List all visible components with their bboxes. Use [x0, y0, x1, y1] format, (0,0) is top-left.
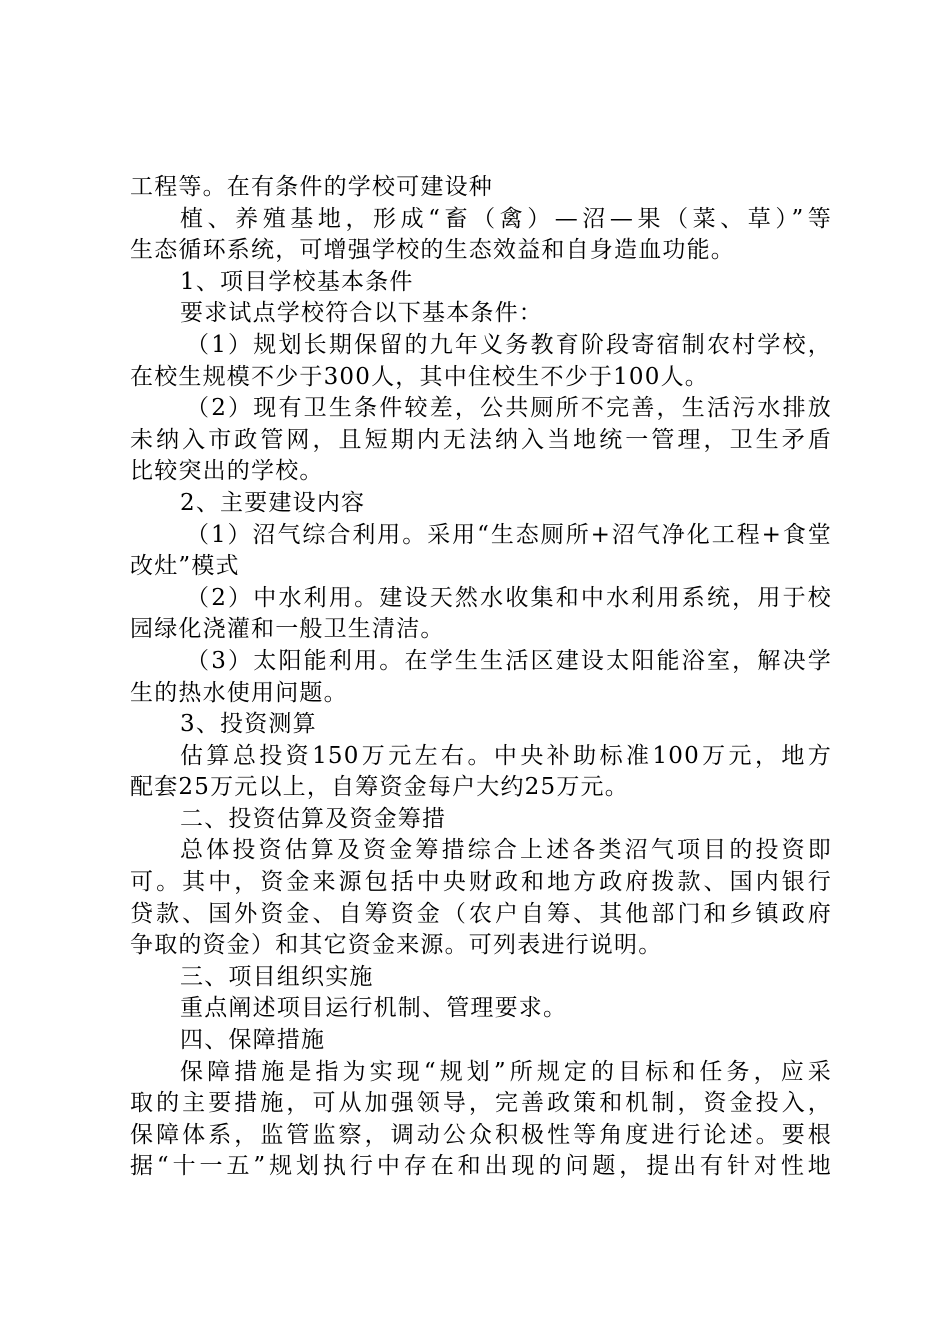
- text-line: 可。其中，资金来源包括中央财政和地方政府拨款、国内银行: [130, 869, 832, 896]
- text-line: 比较突出的学校。: [130, 458, 324, 485]
- text-line: 配套25万元以上，自筹资金每户大约25万元。: [130, 774, 629, 801]
- text-line: 工程等。在有条件的学校可建设种: [130, 174, 493, 200]
- text-line: 2、主要建设内容: [180, 489, 366, 516]
- text-line: 二、投资估算及资金筹措: [180, 805, 447, 832]
- text-line: 争取的资金）和其它资金来源。可列表进行说明。: [130, 932, 663, 959]
- text-line: 估算总投资150万元左右。中央补助标准100万元，地方: [180, 742, 832, 769]
- text-line: 生的热水使用问题。: [130, 679, 348, 706]
- text-line: 重点阐述项目运行机制、管理要求。: [180, 995, 568, 1022]
- text-line: 要求试点学校符合以下基本条件：: [180, 300, 543, 327]
- text-line: （1）规划长期保留的九年义务教育阶段寄宿制农村学校，: [186, 331, 832, 358]
- text-line: （2）中水利用。建设天然水收集和中水利用系统，用于校: [186, 584, 832, 611]
- text-line: 贷款、国外资金、自筹资金（农户自筹、其他部门和乡镇政府: [130, 900, 832, 927]
- text-line: 3、投资测算: [180, 711, 317, 738]
- text-line: （3）太阳能利用。在学生生活区建设太阳能浴室，解决学: [186, 647, 832, 674]
- document-body: [130, 172, 832, 1183]
- text-line: 生态循环系统，可增强学校的生态效益和自身造血功能。: [130, 237, 735, 264]
- text-line: （1）沼气综合利用。采用“生态厕所+沼气净化工程+食堂: [186, 521, 832, 548]
- text-line: 未纳入市政管网，且短期内无法纳入当地统一管理，卫生矛盾: [130, 426, 832, 453]
- text-line: 四、保障措施: [180, 1027, 326, 1054]
- text-line: 保障体系，监管监察，调动公众积极性等角度进行论述。要根: [130, 1121, 832, 1148]
- text-line: 三、项目组织实施: [180, 963, 374, 990]
- text-line: 取的主要措施，可从加强领导，完善政策和机制，资金投入，: [130, 1090, 832, 1117]
- text-line: 植、养殖基地，形成“畜（禽）—沼—果（菜、草）”等: [180, 205, 832, 232]
- text-line: 园绿化浇灌和一般卫生清洁。: [130, 616, 445, 643]
- text-line: （2）现有卫生条件较差，公共厕所不完善，生活污水排放: [186, 395, 832, 422]
- text-line: 1、项目学校基本条件: [180, 268, 414, 295]
- text-line: 在校生规模不少于300人，其中住校生不少于100人。: [130, 363, 709, 390]
- text-line: 据“十一五”规划执行中存在和出现的问题，提出有针对性地: [130, 1153, 832, 1180]
- text-line: 保障措施是指为实现“规划”所规定的目标和任务，应采: [180, 1058, 832, 1085]
- text-line: 改灶”模式: [130, 553, 240, 580]
- text-line: 总体投资估算及资金筹措综合上述各类沼气项目的投资即: [180, 837, 832, 864]
